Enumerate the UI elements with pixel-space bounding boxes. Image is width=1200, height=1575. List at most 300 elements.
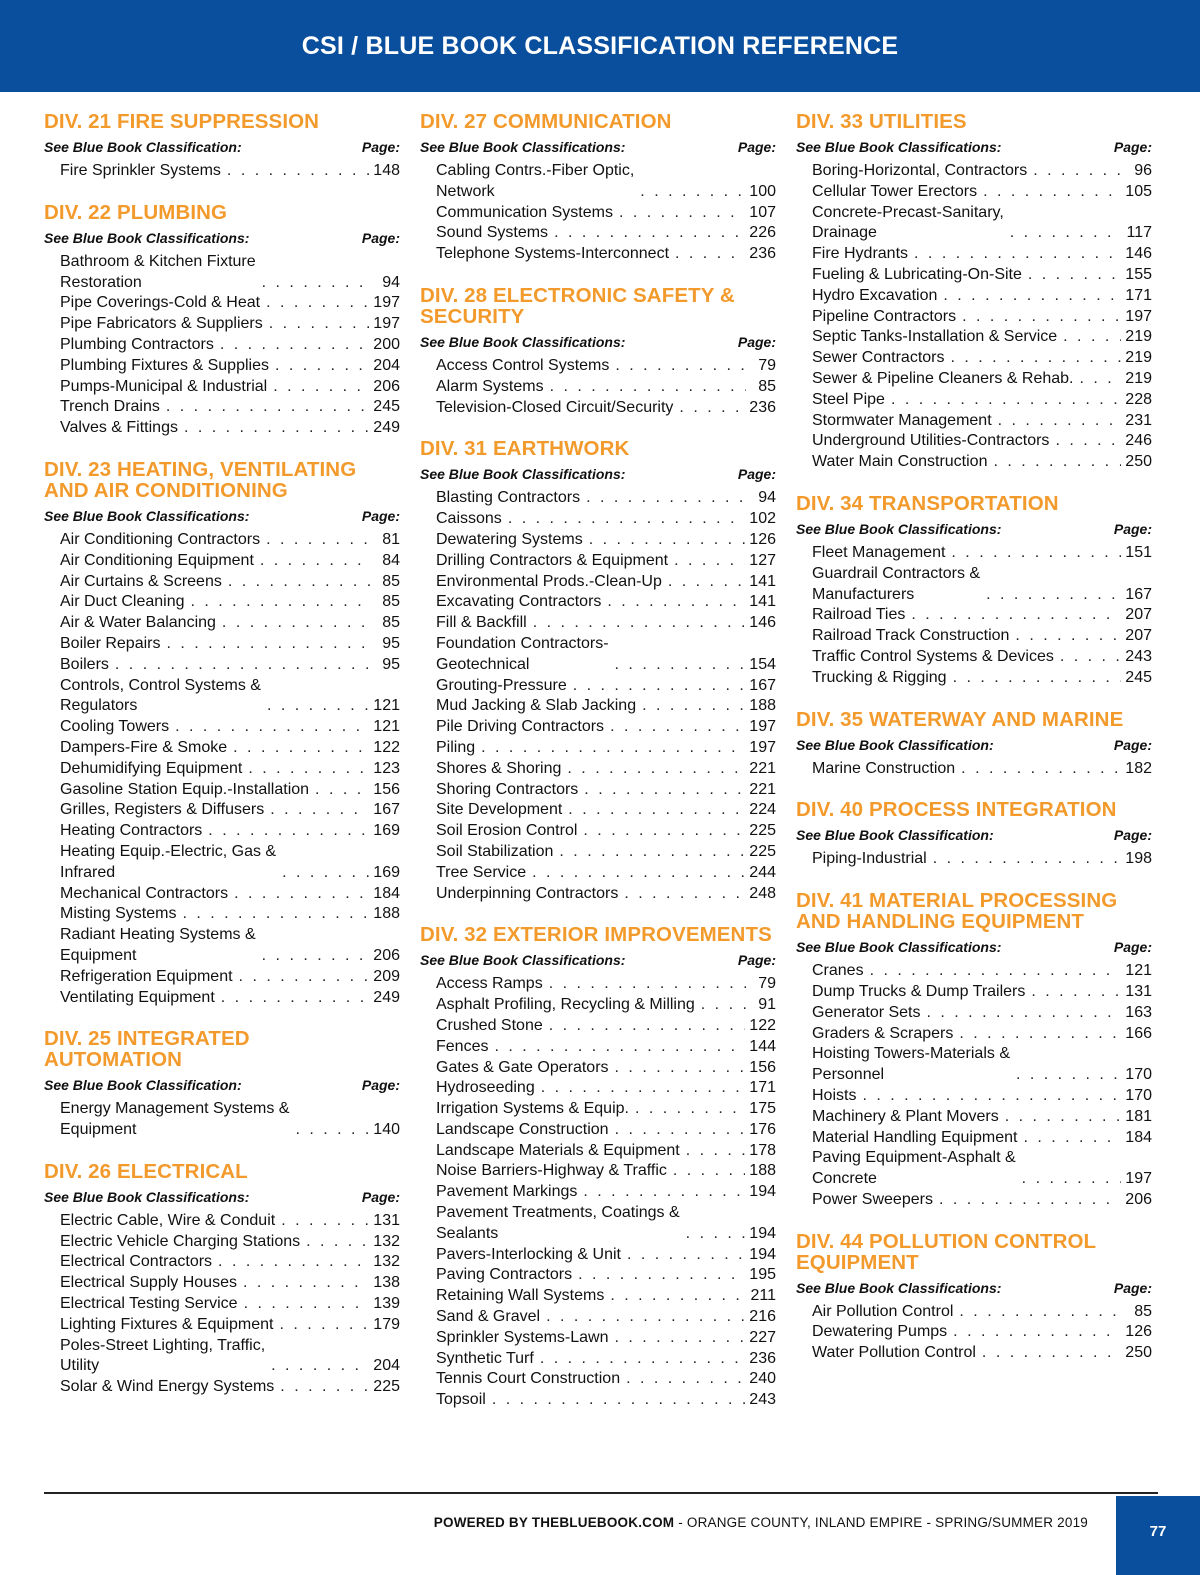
dot-leader [212, 1252, 369, 1273]
classification-name: Communication Systems [436, 203, 613, 221]
list-item [60, 1315, 400, 1336]
list-item [60, 377, 400, 398]
classification-name: Sewer & Pipeline Cleaners & Rehab. [812, 369, 1074, 387]
list-item [812, 1190, 1152, 1211]
dot-leader [561, 759, 745, 780]
dot-leader [680, 1141, 746, 1162]
classification-subheader [796, 826, 1152, 844]
page-reference: 250 [1125, 1344, 1152, 1362]
page-reference: 156 [749, 1058, 776, 1076]
classification-name: Air & Water Balancing [60, 614, 216, 632]
page-column-label: Page: [361, 229, 400, 246]
page-number: 77 [1116, 1496, 1200, 1575]
page-reference: 175 [749, 1100, 776, 1118]
dot-leader [109, 655, 370, 676]
subheader-label: See Blue Book Classifications: [796, 139, 1002, 155]
page-reference: 197 [373, 315, 400, 333]
page-reference: 250 [1125, 453, 1152, 471]
list-item [436, 203, 776, 224]
page-reference: 151 [1125, 543, 1152, 561]
classification-name: Hoisting Towers-Materials & Personnel [812, 1045, 1010, 1084]
subheader-label: See Blue Book Classifications: [796, 939, 1002, 956]
page-reference: 96 [1134, 162, 1152, 179]
classification-name: Fill & Backfill [436, 614, 527, 632]
division-section [796, 1231, 1152, 1364]
page-reference: 209 [373, 967, 400, 985]
classification-name: Tree Service [436, 863, 527, 881]
page-reference: 236 [749, 398, 776, 416]
page-reference: 195 [749, 1266, 776, 1284]
list-item [812, 161, 1152, 182]
dot-leader [921, 1003, 1122, 1024]
page-reference: 243 [1125, 647, 1152, 665]
subheader-label: See Blue Book Classification: [44, 1077, 242, 1094]
list-item [436, 1037, 776, 1058]
page-reference: 131 [1125, 982, 1152, 1000]
page-reference: 225 [749, 822, 776, 840]
classification-list [796, 759, 1152, 780]
division-section [44, 1028, 400, 1141]
classification-name: Shores & Shoring [436, 759, 562, 777]
dot-leader [544, 377, 746, 398]
page-header [0, 0, 1200, 92]
dot-leader [242, 759, 369, 780]
page-reference: 206 [373, 377, 400, 395]
dot-leader [548, 223, 745, 244]
list-item [60, 252, 400, 294]
page-reference: 85 [758, 377, 776, 395]
classification-name: Steel Pipe [812, 390, 885, 408]
dot-leader [980, 585, 1121, 606]
classification-name: Shoring Contractors [436, 780, 579, 798]
page-reference: 146 [1125, 245, 1152, 263]
classification-name: Access Ramps [436, 975, 543, 993]
page-reference: 94 [382, 273, 400, 291]
page-reference: 227 [749, 1328, 776, 1346]
dot-leader [176, 904, 369, 925]
classification-name: Electrical Contractors [60, 1253, 213, 1271]
list-item [812, 1086, 1152, 1107]
dot-leader [233, 967, 370, 988]
subheader-label: See Blue Book Classification: [44, 139, 242, 155]
page-reference: 197 [1125, 1170, 1152, 1188]
division-heading: DIV. 35 WATERWAY AND MARINE [796, 707, 1124, 731]
classification-name: Tennis Court Construction [436, 1370, 621, 1388]
dot-leader [945, 543, 1121, 564]
dot-leader [609, 1058, 746, 1079]
list-item [436, 398, 776, 419]
dot-leader [856, 1086, 1121, 1107]
page-column-label: Page: [361, 139, 400, 155]
page-reference: 249 [373, 419, 400, 437]
division-heading: DIV. 26 ELECTRICAL [44, 1159, 248, 1183]
list-item [60, 967, 400, 988]
page-column-label: Page: [361, 1077, 400, 1094]
classification-name: Plumbing Fixtures & Supplies [60, 356, 269, 374]
page-reference: 79 [758, 975, 776, 993]
page-reference: 197 [749, 738, 776, 756]
page-reference: 207 [1125, 606, 1152, 624]
page-reference: 85 [382, 572, 400, 590]
classification-name: Traffic Control Systems & Devices [812, 647, 1054, 665]
classification-name: Energy Management Systems & Equipment [60, 1100, 290, 1139]
page-reference: 211 [750, 1287, 776, 1305]
classification-name: Controls, Control Systems & Regulators [60, 676, 261, 715]
list-item [812, 543, 1152, 564]
page-reference: 240 [749, 1370, 776, 1388]
page-reference: 184 [1125, 1128, 1152, 1146]
dot-leader [905, 605, 1121, 626]
division-section [420, 924, 776, 1411]
page-reference: 231 [1125, 411, 1152, 429]
page-reference: 140 [373, 1121, 400, 1139]
list-item [812, 182, 1152, 203]
dot-leader [947, 668, 1122, 689]
dot-leader [629, 1099, 745, 1120]
classification-name: Mud Jacking & Slab Jacking [436, 697, 637, 715]
classification-name: Cellular Tower Erectors [812, 182, 978, 200]
column-3 [796, 111, 1152, 1431]
list-item [436, 1286, 776, 1307]
division-heading: DIV. 32 EXTERIOR IMPROVEMENTS [420, 923, 772, 947]
classification-name: Piping-Industrial [812, 850, 927, 868]
list-item [60, 884, 400, 905]
dot-leader [953, 1302, 1122, 1323]
dot-leader [269, 356, 369, 377]
page-reference: 225 [373, 1378, 400, 1396]
page-reference: 95 [382, 634, 400, 652]
classification-name: Material Handling Equipment [812, 1128, 1018, 1146]
classification-name: Air Duct Cleaning [60, 593, 185, 611]
dot-leader [885, 390, 1121, 411]
classification-name: Synthetic Turf [436, 1349, 534, 1367]
page-column-label: Page: [1113, 939, 1152, 956]
dot-leader [526, 863, 745, 884]
classification-list [796, 961, 1152, 1211]
dot-leader [662, 572, 745, 593]
dot-leader [667, 1161, 745, 1182]
page-column-label: Page: [1113, 736, 1152, 753]
page-reference: 146 [749, 614, 776, 632]
classification-list [796, 161, 1152, 473]
division-heading: DIV. 27 COMMUNICATION [420, 110, 672, 133]
page-reference: 132 [373, 1232, 400, 1250]
dot-leader [999, 1107, 1122, 1128]
dot-leader [535, 1078, 746, 1099]
classification-name: Cabling Contrs.-Fiber Optic, Network [436, 162, 635, 200]
dot-leader [567, 676, 746, 697]
classification-name: Gates & Gate Operators [436, 1058, 609, 1076]
list-item [60, 738, 400, 759]
page-reference: 167 [373, 801, 400, 819]
dot-leader [620, 1369, 745, 1390]
classification-name: Fire Sprinkler Systems [60, 162, 221, 179]
page-reference: 122 [749, 1016, 776, 1034]
dot-leader [534, 1349, 745, 1370]
dot-leader [908, 244, 1121, 265]
dot-leader [1025, 982, 1121, 1003]
classification-name: Paving Equipment-Asphalt & Concrete [812, 1149, 1016, 1188]
list-item [812, 431, 1152, 452]
classification-name: Underpinning Contractors [436, 884, 619, 902]
classification-name: Environmental Prods.-Clean-Up [436, 572, 662, 590]
classification-name: Railroad Track Construction [812, 627, 1010, 645]
page-reference: 117 [1126, 224, 1152, 242]
list-item [436, 1141, 776, 1162]
list-item [436, 1349, 776, 1370]
list-item [812, 626, 1152, 647]
subheader-label: See Blue Book Classification: [796, 827, 994, 844]
dot-leader [1016, 1169, 1122, 1190]
classification-name: Generator Sets [812, 1003, 921, 1021]
list-item [812, 982, 1152, 1003]
dot-leader [264, 800, 369, 821]
dot-leader [1010, 1065, 1121, 1086]
list-item [436, 572, 776, 593]
classification-name: Dehumidifying Equipment [60, 759, 243, 777]
subheader-label: See Blue Book Classifications: [44, 507, 250, 524]
page-reference: 236 [749, 1349, 776, 1367]
classification-name: Access Control Systems [436, 356, 610, 374]
page-reference: 105 [1125, 182, 1152, 200]
page-reference: 219 [1125, 328, 1152, 346]
classification-name: Boilers [60, 655, 109, 673]
division-heading: DIV. 33 UTILITIES [796, 110, 967, 133]
page-column-label: Page: [1113, 827, 1152, 844]
dot-leader [265, 1356, 369, 1377]
page-reference: 216 [749, 1308, 776, 1326]
list-item [60, 800, 400, 821]
page-reference: 248 [749, 884, 776, 902]
dot-leader [669, 244, 745, 265]
classification-name: Electrical Supply Houses [60, 1274, 237, 1292]
dot-leader [169, 717, 369, 738]
classification-name: Misting Systems [60, 905, 177, 923]
page-column-label: Page: [737, 333, 776, 350]
list-item [60, 397, 400, 418]
classification-name: Lighting Fixtures & Equipment [60, 1315, 274, 1333]
page-reference: 170 [1125, 1066, 1152, 1084]
page-reference: 221 [749, 780, 776, 798]
page-reference: 94 [758, 489, 776, 507]
page-reference: 126 [1125, 1323, 1152, 1341]
classification-name: Alarm Systems [436, 377, 544, 395]
classification-name: Site Development [436, 801, 563, 819]
division-section [44, 111, 400, 182]
classification-name: Caissons [436, 510, 502, 528]
list-item [812, 1148, 1152, 1190]
list-item [812, 961, 1152, 982]
dot-leader [214, 335, 369, 356]
dot-leader [636, 696, 745, 717]
classification-name: Mechanical Contractors [60, 884, 229, 902]
list-item [436, 1120, 776, 1141]
dot-leader [609, 356, 746, 377]
list-item [812, 411, 1152, 432]
dot-leader [668, 551, 745, 572]
dot-leader [275, 1211, 369, 1232]
list-item [436, 244, 776, 265]
classification-list [44, 1211, 400, 1398]
page-column-label: Page: [737, 466, 776, 483]
classification-name: Bathroom & Kitchen Fixture Restoration [60, 252, 256, 291]
list-item [812, 244, 1152, 265]
page-reference: 79 [758, 356, 776, 374]
dot-leader [1022, 265, 1121, 286]
page-reference: 194 [749, 1183, 776, 1201]
list-item [60, 1099, 400, 1141]
list-item [60, 821, 400, 842]
dot-leader [260, 530, 370, 551]
dot-leader [953, 1024, 1121, 1045]
page-reference: 184 [373, 884, 400, 902]
dot-leader [609, 1120, 746, 1141]
dot-leader [475, 738, 745, 759]
classification-columns [44, 111, 1158, 1431]
classification-name: Fleet Management [812, 543, 946, 561]
classification-name: Railroad Ties [812, 606, 906, 624]
dot-leader [621, 1245, 745, 1266]
classification-name: Dewatering Systems [436, 530, 583, 548]
dot-leader [543, 974, 746, 995]
list-item [436, 800, 776, 821]
list-item [436, 738, 776, 759]
list-item [60, 1294, 400, 1315]
dot-leader [527, 613, 746, 634]
classification-list [420, 488, 776, 904]
classification-name: Refrigeration Equipment [60, 967, 233, 985]
list-item [812, 1302, 1152, 1323]
classification-name: Sewer Contractors [812, 349, 945, 367]
list-item [812, 1003, 1152, 1024]
list-item [812, 1322, 1152, 1343]
list-item [60, 1232, 400, 1253]
dot-leader [1073, 369, 1121, 390]
classification-list [44, 1099, 400, 1141]
page-reference: 219 [1125, 349, 1152, 367]
list-item [812, 203, 1152, 245]
page-reference: 207 [1125, 627, 1152, 645]
classification-name: Sound Systems [436, 224, 549, 242]
classification-name: Sprinkler Systems-Lawn [436, 1328, 609, 1346]
classification-name: Solar & Wind Energy Systems [60, 1378, 275, 1396]
page-column-label: Page: [1113, 139, 1152, 155]
page-reference: 163 [1125, 1003, 1152, 1021]
list-item [436, 1016, 776, 1037]
list-item [60, 988, 400, 1009]
list-item [436, 488, 776, 509]
division-section [420, 111, 776, 265]
classification-name: Pipe Fabricators & Suppliers [60, 315, 263, 333]
classification-name: Cooling Towers [60, 718, 170, 736]
list-item [436, 780, 776, 801]
subheader-label: See Blue Book Classifications: [796, 1279, 1002, 1296]
division-heading: DIV. 31 EARTHWORK [420, 437, 630, 461]
dot-leader [673, 398, 745, 419]
classification-name: Television-Closed Circuit/Security [436, 398, 674, 416]
classification-list [420, 161, 776, 265]
list-item [60, 356, 400, 377]
list-item [60, 613, 400, 634]
division-section [796, 799, 1152, 870]
classification-subheader [796, 1279, 1152, 1297]
classification-subheader [44, 1188, 400, 1206]
dot-leader [1017, 1128, 1121, 1149]
subheader-label: See Blue Book Classifications: [44, 1188, 250, 1205]
classification-name: Water Main Construction [812, 453, 988, 471]
dot-leader [543, 1016, 746, 1037]
list-item [812, 759, 1152, 780]
division-heading: DIV. 23 HEATING, VENTILATING AND AIR CONDITIONING [44, 457, 357, 502]
classification-name: Septic Tanks-Installation & Service [812, 328, 1058, 346]
classification-name: Cranes [812, 962, 864, 980]
page-reference: 154 [749, 655, 776, 673]
list-item [812, 286, 1152, 307]
classification-name: Sand & Gravel [436, 1308, 541, 1326]
subheader-label: See Blue Book Classifications: [420, 466, 626, 483]
classification-name: Poles-Street Lighting, Traffic, Utility [60, 1336, 266, 1375]
dot-leader [578, 780, 745, 801]
dot-leader [178, 418, 369, 439]
list-item [812, 452, 1152, 473]
page-reference: 102 [749, 510, 776, 528]
dot-leader [261, 696, 369, 717]
classification-list [44, 252, 400, 439]
classification-name: Grilles, Registers & Diffusers [60, 801, 265, 819]
dot-leader [221, 161, 369, 182]
classification-name: Crushed Stone [436, 1016, 543, 1034]
dot-leader [609, 1328, 746, 1349]
list-item [436, 377, 776, 398]
classification-subheader [420, 951, 776, 969]
classification-subheader [420, 465, 776, 483]
division-heading: DIV. 41 MATERIAL PROCESSING AND HANDLING EQUIPMENT [796, 889, 1118, 934]
list-item [436, 974, 776, 995]
list-item [436, 759, 776, 780]
list-item [436, 356, 776, 377]
page-reference: 167 [1125, 585, 1152, 603]
dot-leader [502, 509, 745, 530]
division-section [44, 459, 400, 1008]
footer-text [0, 1515, 1088, 1530]
page-reference: 178 [749, 1141, 776, 1159]
page-reference: 132 [373, 1253, 400, 1271]
classification-name: Pavement Markings [436, 1183, 578, 1201]
dot-leader [956, 307, 1121, 328]
list-item [60, 418, 400, 439]
classification-subheader [44, 1076, 400, 1094]
page-reference: 197 [749, 718, 776, 736]
classification-subheader [420, 138, 776, 156]
dot-leader [634, 182, 745, 203]
page-reference: 85 [382, 593, 400, 611]
dot-leader [216, 613, 370, 634]
list-item [436, 842, 776, 863]
list-item [436, 1099, 776, 1120]
classification-name: Gasoline Station Equip.-Installation [60, 780, 310, 798]
division-section [420, 438, 776, 904]
page-reference: 244 [749, 863, 776, 881]
page-reference: 85 [1134, 1302, 1152, 1320]
list-item [812, 1128, 1152, 1149]
list-item [436, 1203, 776, 1245]
classification-name: Landscape Construction [436, 1120, 609, 1138]
list-item [436, 1182, 776, 1203]
classification-name: Hoists [812, 1086, 857, 1104]
division-section [44, 202, 400, 439]
list-item [60, 925, 400, 967]
classification-name: Hydroseeding [436, 1079, 535, 1097]
